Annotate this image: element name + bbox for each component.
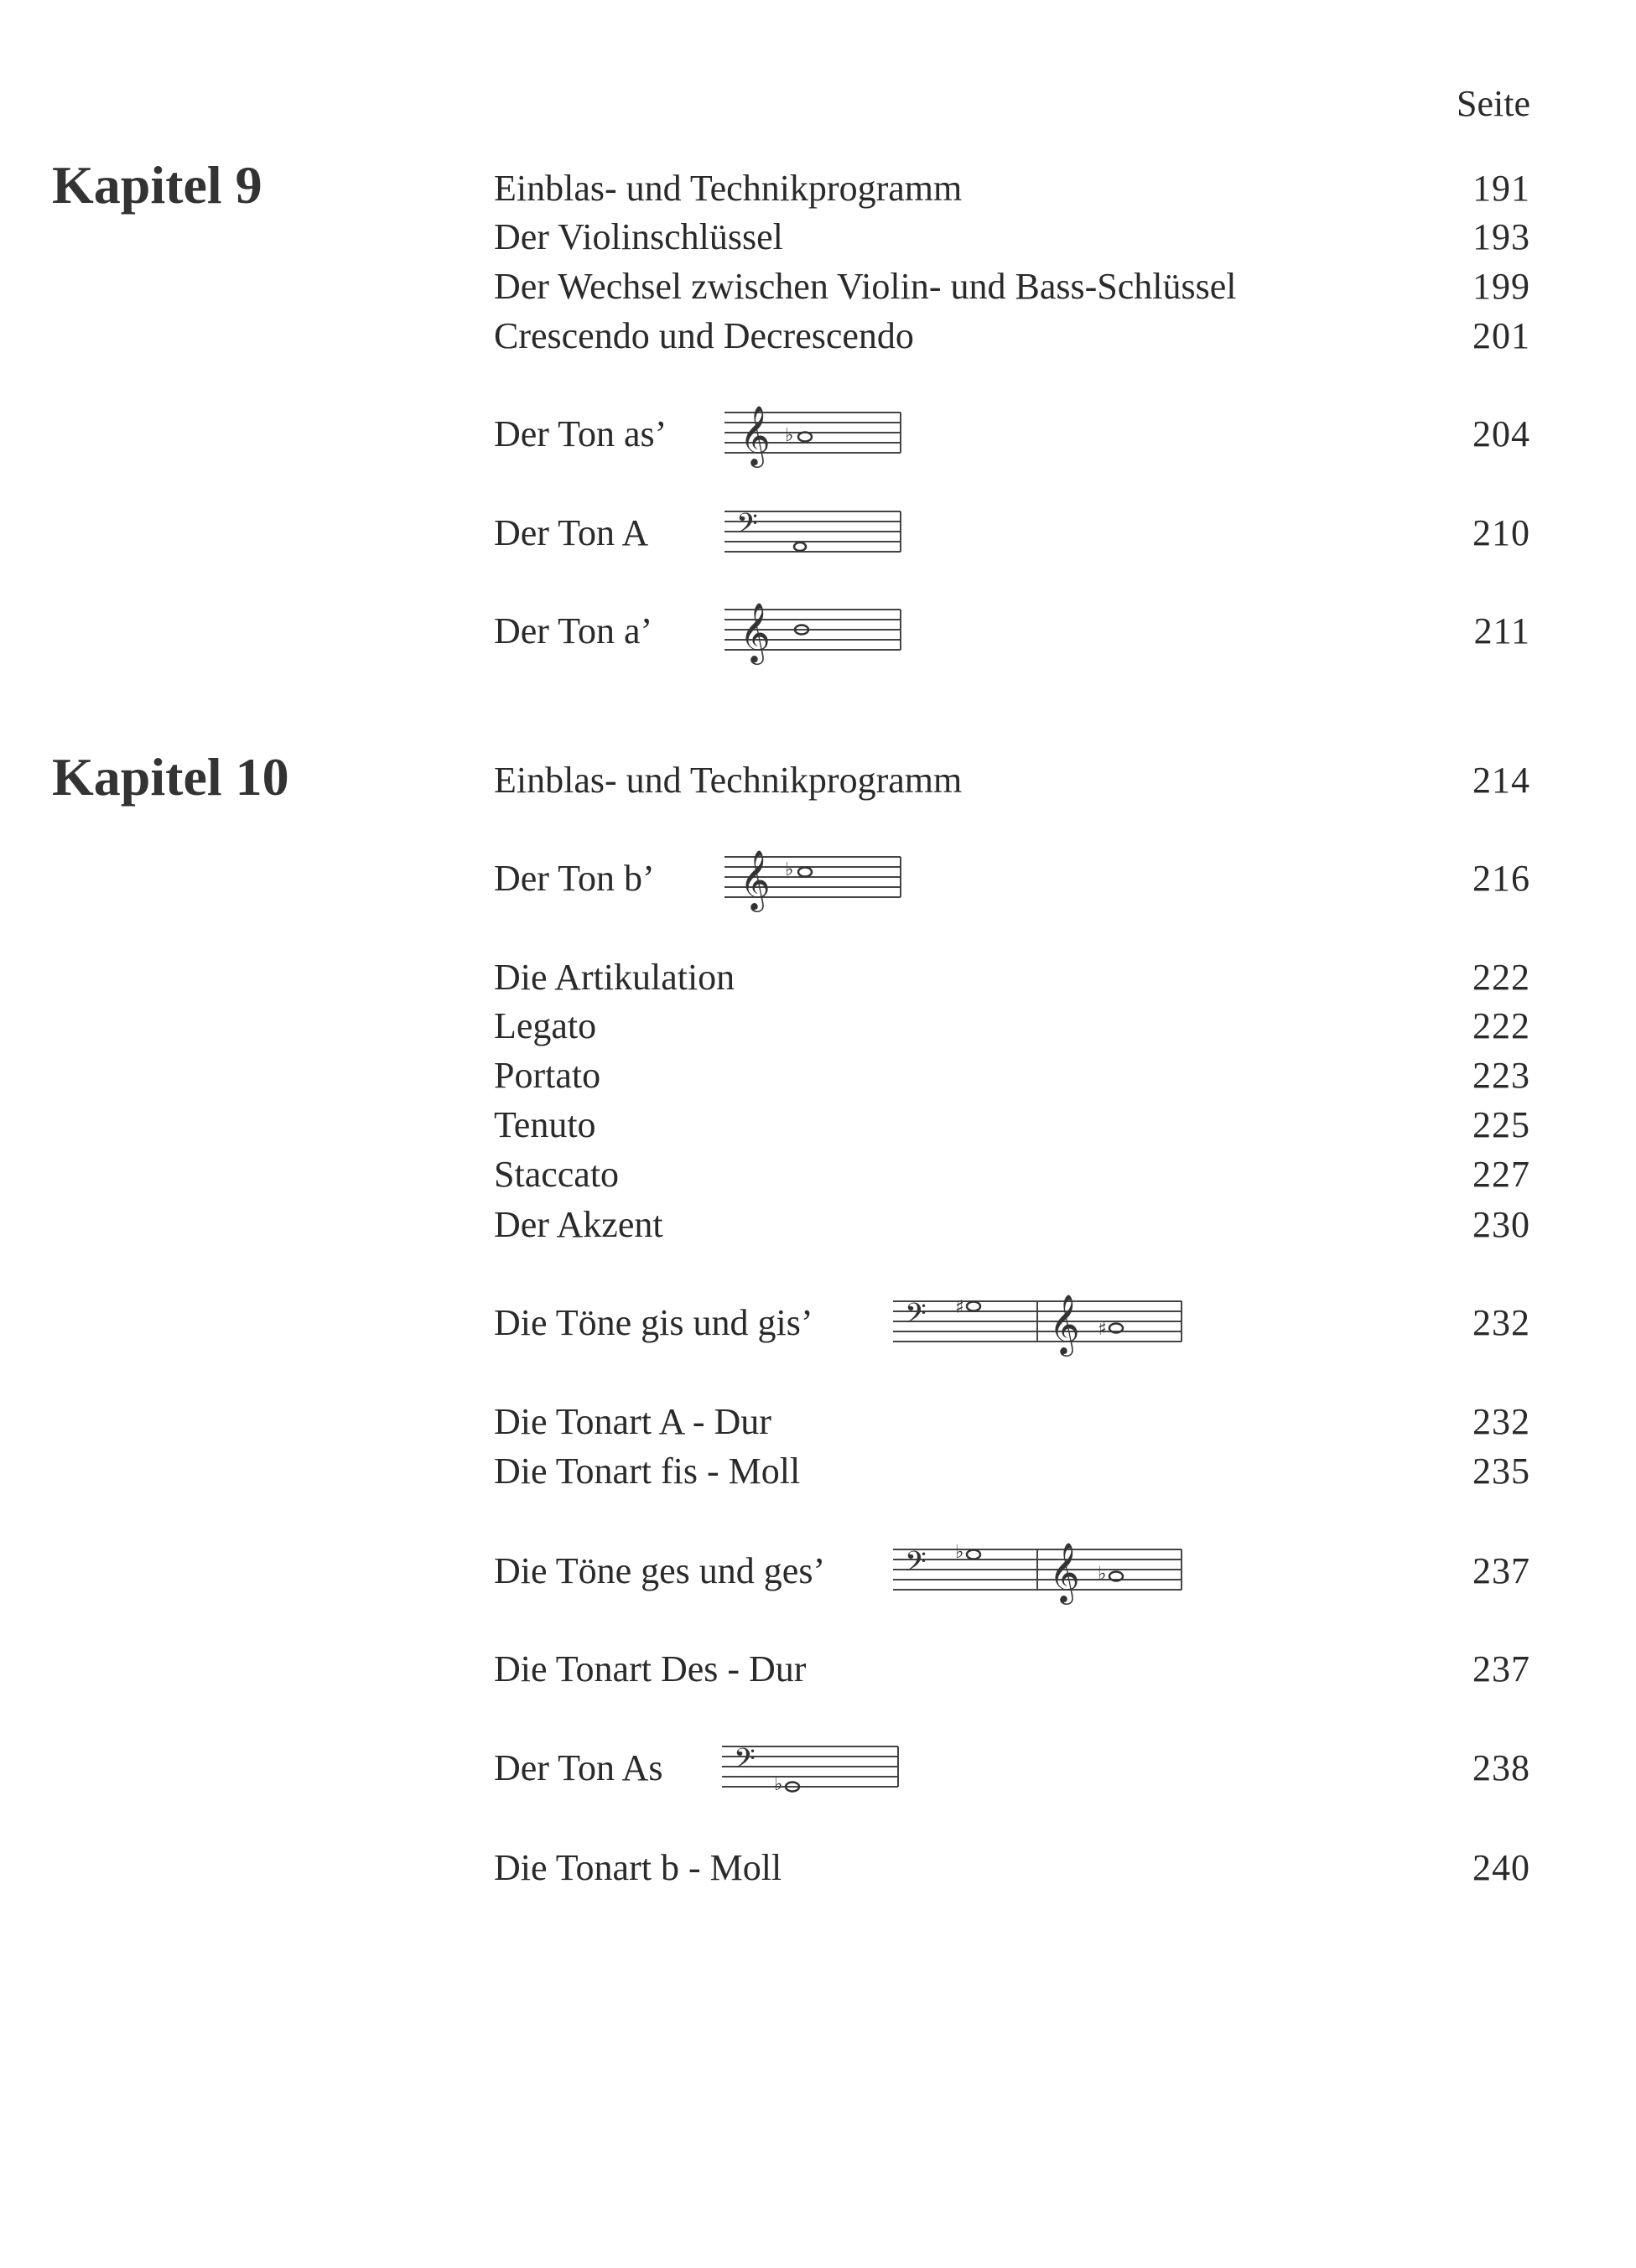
toc-entry[interactable] [494, 849, 1530, 910]
entry-title: Legato [494, 1005, 597, 1046]
toc-entry[interactable] [494, 404, 1530, 465]
music-staff-double [893, 1290, 1185, 1362]
entry-page: 232 [1472, 1302, 1530, 1343]
chapter-10-heading: Kapitel 10 [52, 747, 289, 807]
entry-page: 222 [1472, 1005, 1530, 1046]
treble-clef-icon: 𝄞 [1049, 1293, 1080, 1354]
toc-entry[interactable] [494, 1054, 1530, 1098]
entry-page: 232 [1472, 1401, 1530, 1442]
entry-page: 237 [1472, 1550, 1530, 1591]
music-staff [725, 401, 904, 473]
treble-clef-icon: 𝄞 [740, 849, 771, 910]
music-staff [725, 598, 904, 670]
bass-clef-icon: 𝄢 [905, 1298, 927, 1336]
toc-entry[interactable] [494, 1846, 1530, 1890]
entry-page: 211 [1473, 610, 1530, 651]
entry-page: 237 [1472, 1648, 1530, 1689]
toc-entry[interactable] [494, 956, 1530, 999]
entry-page: 201 [1472, 315, 1530, 356]
toc-entry[interactable] [494, 265, 1530, 309]
toc-entry[interactable] [494, 1103, 1530, 1147]
music-staff-double [893, 1538, 1185, 1610]
svg-text:♭: ♭ [774, 1774, 783, 1795]
toc-entry[interactable] [494, 759, 1530, 802]
entry-title: Einblas- und Technikprogramm [494, 168, 963, 209]
entry-title: Der Wechsel zwischen Violin- und Bass-Schlüssel [494, 266, 1237, 307]
svg-text:♭: ♭ [1098, 1564, 1107, 1585]
entry-title: Crescendo und Decrescendo [494, 315, 914, 356]
toc-entry[interactable] [494, 1743, 1530, 1795]
svg-text:♭: ♭ [785, 425, 794, 446]
page-column-header: Seite [1457, 83, 1530, 124]
toc-entry[interactable] [494, 1541, 1530, 1602]
toc-entry[interactable] [494, 314, 1530, 358]
entry-title: Die Töne gis und gis’ [494, 1302, 813, 1343]
toc-entry[interactable] [494, 215, 1530, 259]
toc-entry[interactable] [494, 1203, 1530, 1247]
music-staff [725, 500, 904, 572]
entry-page: 223 [1472, 1055, 1530, 1096]
bass-clef-icon: 𝄢 [736, 508, 758, 547]
music-staff [725, 845, 904, 917]
entry-page: 191 [1472, 168, 1530, 209]
entry-page: 199 [1472, 266, 1530, 307]
entry-title: Die Tonart A - Dur [494, 1401, 771, 1442]
entry-title: Tenuto [494, 1104, 596, 1145]
svg-text:♭: ♭ [785, 859, 794, 880]
toc-entry[interactable] [494, 167, 1530, 210]
entry-page: 235 [1472, 1451, 1530, 1492]
entry-title: Der Ton b’ [494, 858, 655, 899]
toc-entry[interactable] [494, 1400, 1530, 1444]
svg-text:♯: ♯ [955, 1297, 964, 1318]
entry-page: 225 [1472, 1104, 1530, 1145]
svg-text:♭: ♭ [955, 1542, 964, 1563]
entry-page: 238 [1472, 1747, 1530, 1788]
entry-page: 204 [1472, 413, 1530, 454]
entry-page: 210 [1472, 512, 1530, 553]
svg-text:♯: ♯ [1098, 1319, 1107, 1340]
toc-entry[interactable] [494, 1153, 1530, 1196]
toc-entry[interactable] [494, 601, 1530, 662]
entry-page: 240 [1472, 1847, 1530, 1888]
entry-title: Der Ton A [494, 512, 649, 553]
entry-page: 230 [1472, 1204, 1530, 1245]
entry-title: Der Ton as’ [494, 413, 667, 454]
treble-clef-icon: 𝄞 [740, 404, 771, 465]
entry-title: Staccato [494, 1154, 620, 1195]
entry-title: Die Tonart b - Moll [494, 1847, 782, 1888]
entry-page: 214 [1472, 760, 1530, 801]
toc-entry[interactable] [494, 1450, 1530, 1493]
entry-title: Die Artikulation [494, 957, 735, 998]
toc-entry[interactable] [494, 508, 1530, 555]
music-staff [722, 1735, 901, 1807]
entry-title: Die Tonart fis - Moll [494, 1451, 801, 1492]
bass-clef-icon: 𝄢 [905, 1546, 927, 1585]
entry-title: Portato [494, 1055, 601, 1096]
bass-clef-icon: 𝄢 [734, 1743, 756, 1782]
chapter-9-heading: Kapitel 9 [52, 155, 262, 215]
entry-title: Die Töne ges und ges’ [494, 1550, 826, 1591]
entry-title: Der Ton As [494, 1747, 663, 1788]
entry-page: 227 [1472, 1154, 1530, 1195]
treble-clef-icon: 𝄞 [740, 601, 771, 662]
entry-title: Der Ton a’ [494, 610, 653, 651]
entry-page: 193 [1472, 216, 1530, 257]
toc-entry[interactable] [494, 1293, 1530, 1354]
toc-entry[interactable] [494, 1648, 1530, 1691]
entry-title: Die Tonart Des - Dur [494, 1648, 807, 1689]
entry-page: 222 [1472, 957, 1530, 998]
entry-title: Der Akzent [494, 1204, 663, 1245]
toc-entry[interactable] [494, 1004, 1530, 1048]
entry-title: Einblas- und Technikprogramm [494, 760, 963, 801]
entry-title: Der Violinschlüssel [494, 216, 783, 257]
treble-clef-icon: 𝄞 [1049, 1541, 1080, 1602]
entry-page: 216 [1472, 858, 1530, 899]
